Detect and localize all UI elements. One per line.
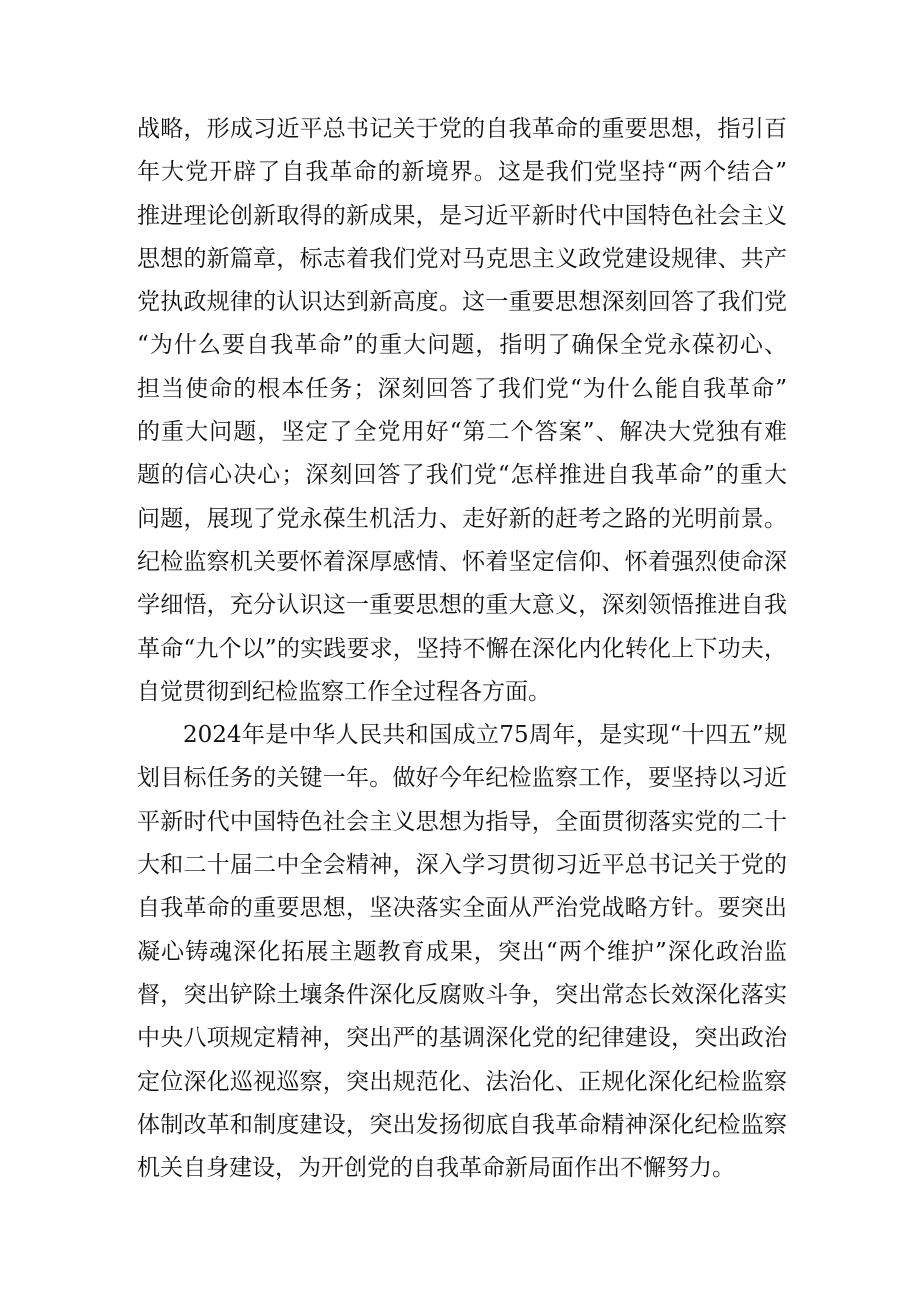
text-line: 划目标任务的关键一年。做好今年纪检监察工作，要坚持以习近 (137, 765, 787, 792)
paragraph-1 (137, 108, 787, 714)
paragraph-2 (137, 714, 787, 1190)
text-line: 机关自身建设，为开创党的自我革命新局面作出不懈努力。 (137, 1155, 735, 1182)
text-line: 问题，展现了党永葆生机活力、走好新的赶考之路的光明前景。 (137, 505, 787, 532)
text-line: 自我革命的重要思想，坚决落实全面从严治党战略方针。要突出 (137, 895, 787, 922)
text-line: 大和二十届二中全会精神，深入学习贯彻习近平总书记关于党的 (137, 852, 787, 879)
text-line: 平新时代中国特色社会主义思想为指导，全面贯彻落实党的二十 (137, 808, 787, 835)
text-line: 督，突出铲除土壤条件深化反腐败斗争，突出常态长效深化落实 (137, 981, 787, 1008)
text-line: 的重大问题，坚定了全党用好“第二个答案”、解决大党独有难 (137, 419, 787, 446)
document-body (137, 108, 787, 1190)
text-line: 题的信心决心；深刻回答了我们党“怎样推进自我革命”的重大 (137, 462, 787, 489)
text-line: 学细悟，充分认识这一重要思想的重大意义，深刻领悟推进自我 (137, 592, 787, 619)
text-line: 担当使命的根本任务；深刻回答了我们党“为什么能自我革命” (137, 375, 787, 402)
text-line: 战略，形成习近平总书记关于党的自我革命的重要思想，指引百 (137, 116, 787, 142)
text-line: 革命“九个以”的实践要求，坚持不懈在深化内化转化上下功夫， (137, 635, 787, 662)
text-line: 凝心铸魂深化拓展主题教育成果，突出“两个维护”深化政治监 (137, 938, 787, 965)
text-line: 定位深化巡视巡察，突出规范化、法治化、正规化深化纪检监察 (137, 1068, 787, 1095)
text-line: 年大党开辟了自我革命的新境界。这是我们党坚持“两个结合” (137, 159, 787, 186)
text-line: 自觉贯彻到纪检监察工作全过程各方面。 (137, 678, 551, 705)
text-line: 推进理论创新取得的新成果，是习近平新时代中国特色社会主义 (137, 202, 787, 229)
text-line: 体制改革和制度建设，突出发扬彻底自我革命精神深化纪检监察 (137, 1111, 787, 1138)
text-line: 思想的新篇章，标志着我们党对马克思主义政党建设规律、共产 (137, 245, 787, 272)
text-line: 纪检监察机关要怀着深厚感情、怀着坚定信仰、怀着强烈使命深 (137, 548, 787, 575)
text-line: “为什么要自我革命”的重大问题，指明了确保全党永葆初心、 (137, 332, 787, 359)
text-line: 中央八项规定精神，突出严的基调深化党的纪律建设，突出政治 (137, 1025, 787, 1052)
text-line: 党执政规律的认识达到新高度。这一重要思想深刻回答了我们党 (137, 289, 787, 316)
text-line: 2024年是中华人民共和国成立75周年，是实现“十四五”规 (183, 722, 787, 749)
